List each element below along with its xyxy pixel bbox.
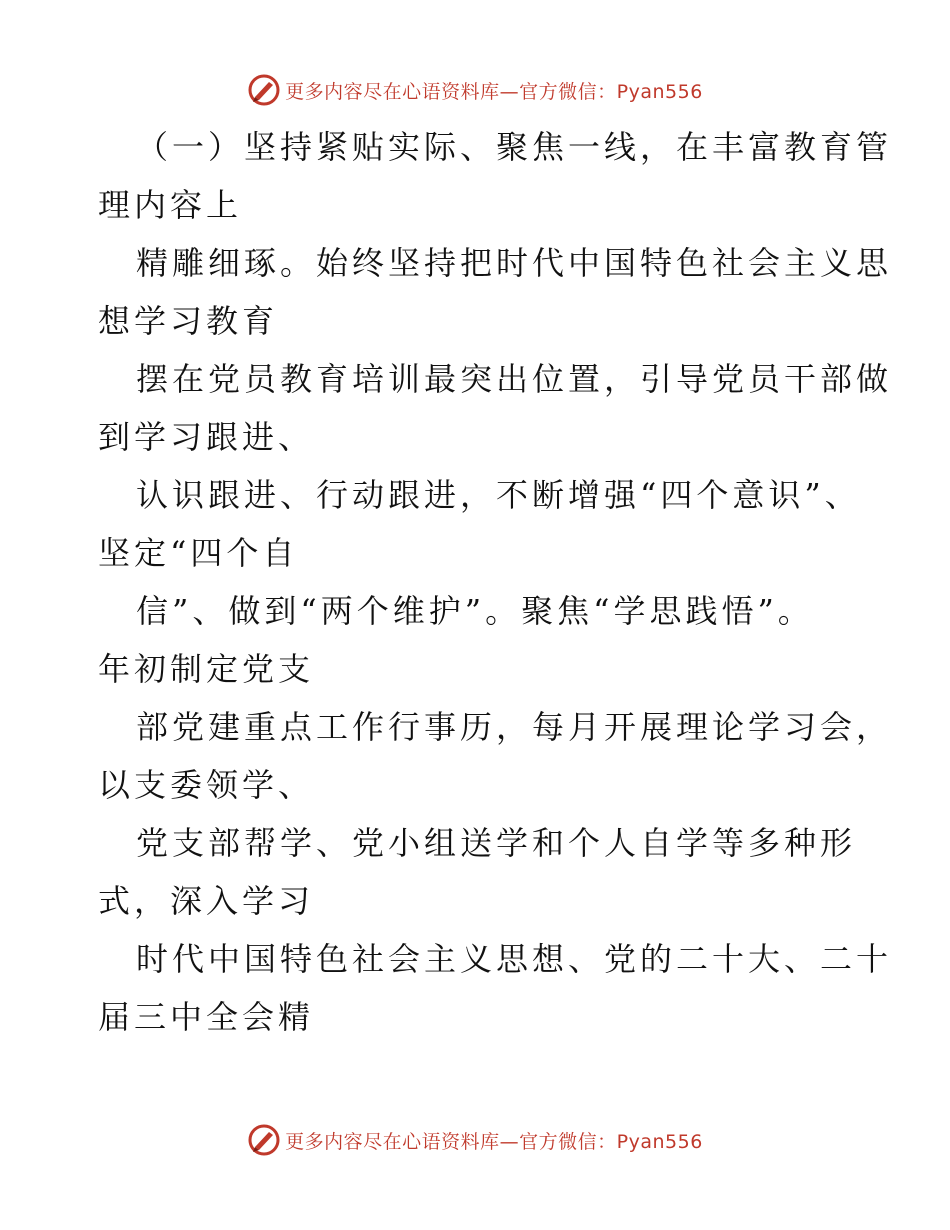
body-line: 部党建重点工作行事历，每月开展理论学习会，	[136, 708, 893, 746]
body-line: 时代中国特色社会主义思想、党的二十大、二十	[136, 940, 893, 978]
body-line: 到学习跟进、	[98, 418, 315, 456]
body-line: 式，深入学习	[98, 882, 315, 920]
body-line: 党支部帮学、党小组送学和个人自学等多种形	[136, 824, 857, 862]
body-line: 信”、做到“两个维护”。聚焦“学思践悟”。	[136, 592, 814, 630]
watermark-text: 更多内容尽在心语资料库—官方微信：Pyan556	[285, 1130, 703, 1153]
watermark-text: 更多内容尽在心语资料库—官方微信：Pyan556	[285, 80, 703, 103]
document-body	[98, 118, 893, 1046]
body-line: 届三中全会精	[98, 998, 315, 1036]
body-line: 摆在党员教育培训最突出位置，引导党员干部做	[136, 360, 893, 398]
body-line: 想学习教育	[98, 302, 279, 340]
footer-watermark	[0, 1120, 950, 1160]
body-line: 理内容上	[98, 186, 243, 224]
pen-logo-icon	[247, 1123, 281, 1157]
body-line: 年初制定党支	[98, 650, 315, 688]
body-line: 以支委领学、	[98, 766, 315, 804]
pen-logo-icon	[247, 73, 281, 107]
body-line: 坚定“四个自	[98, 534, 299, 572]
body-line: 认识跟进、行动跟进，不断增强“四个意识”、	[136, 476, 861, 514]
body-line: 精雕细琢。始终坚持把时代中国特色社会主义思	[136, 244, 893, 282]
body-line: （一）坚持紧贴实际、聚焦一线，在丰富教育管	[136, 128, 893, 166]
header-watermark	[0, 70, 950, 110]
